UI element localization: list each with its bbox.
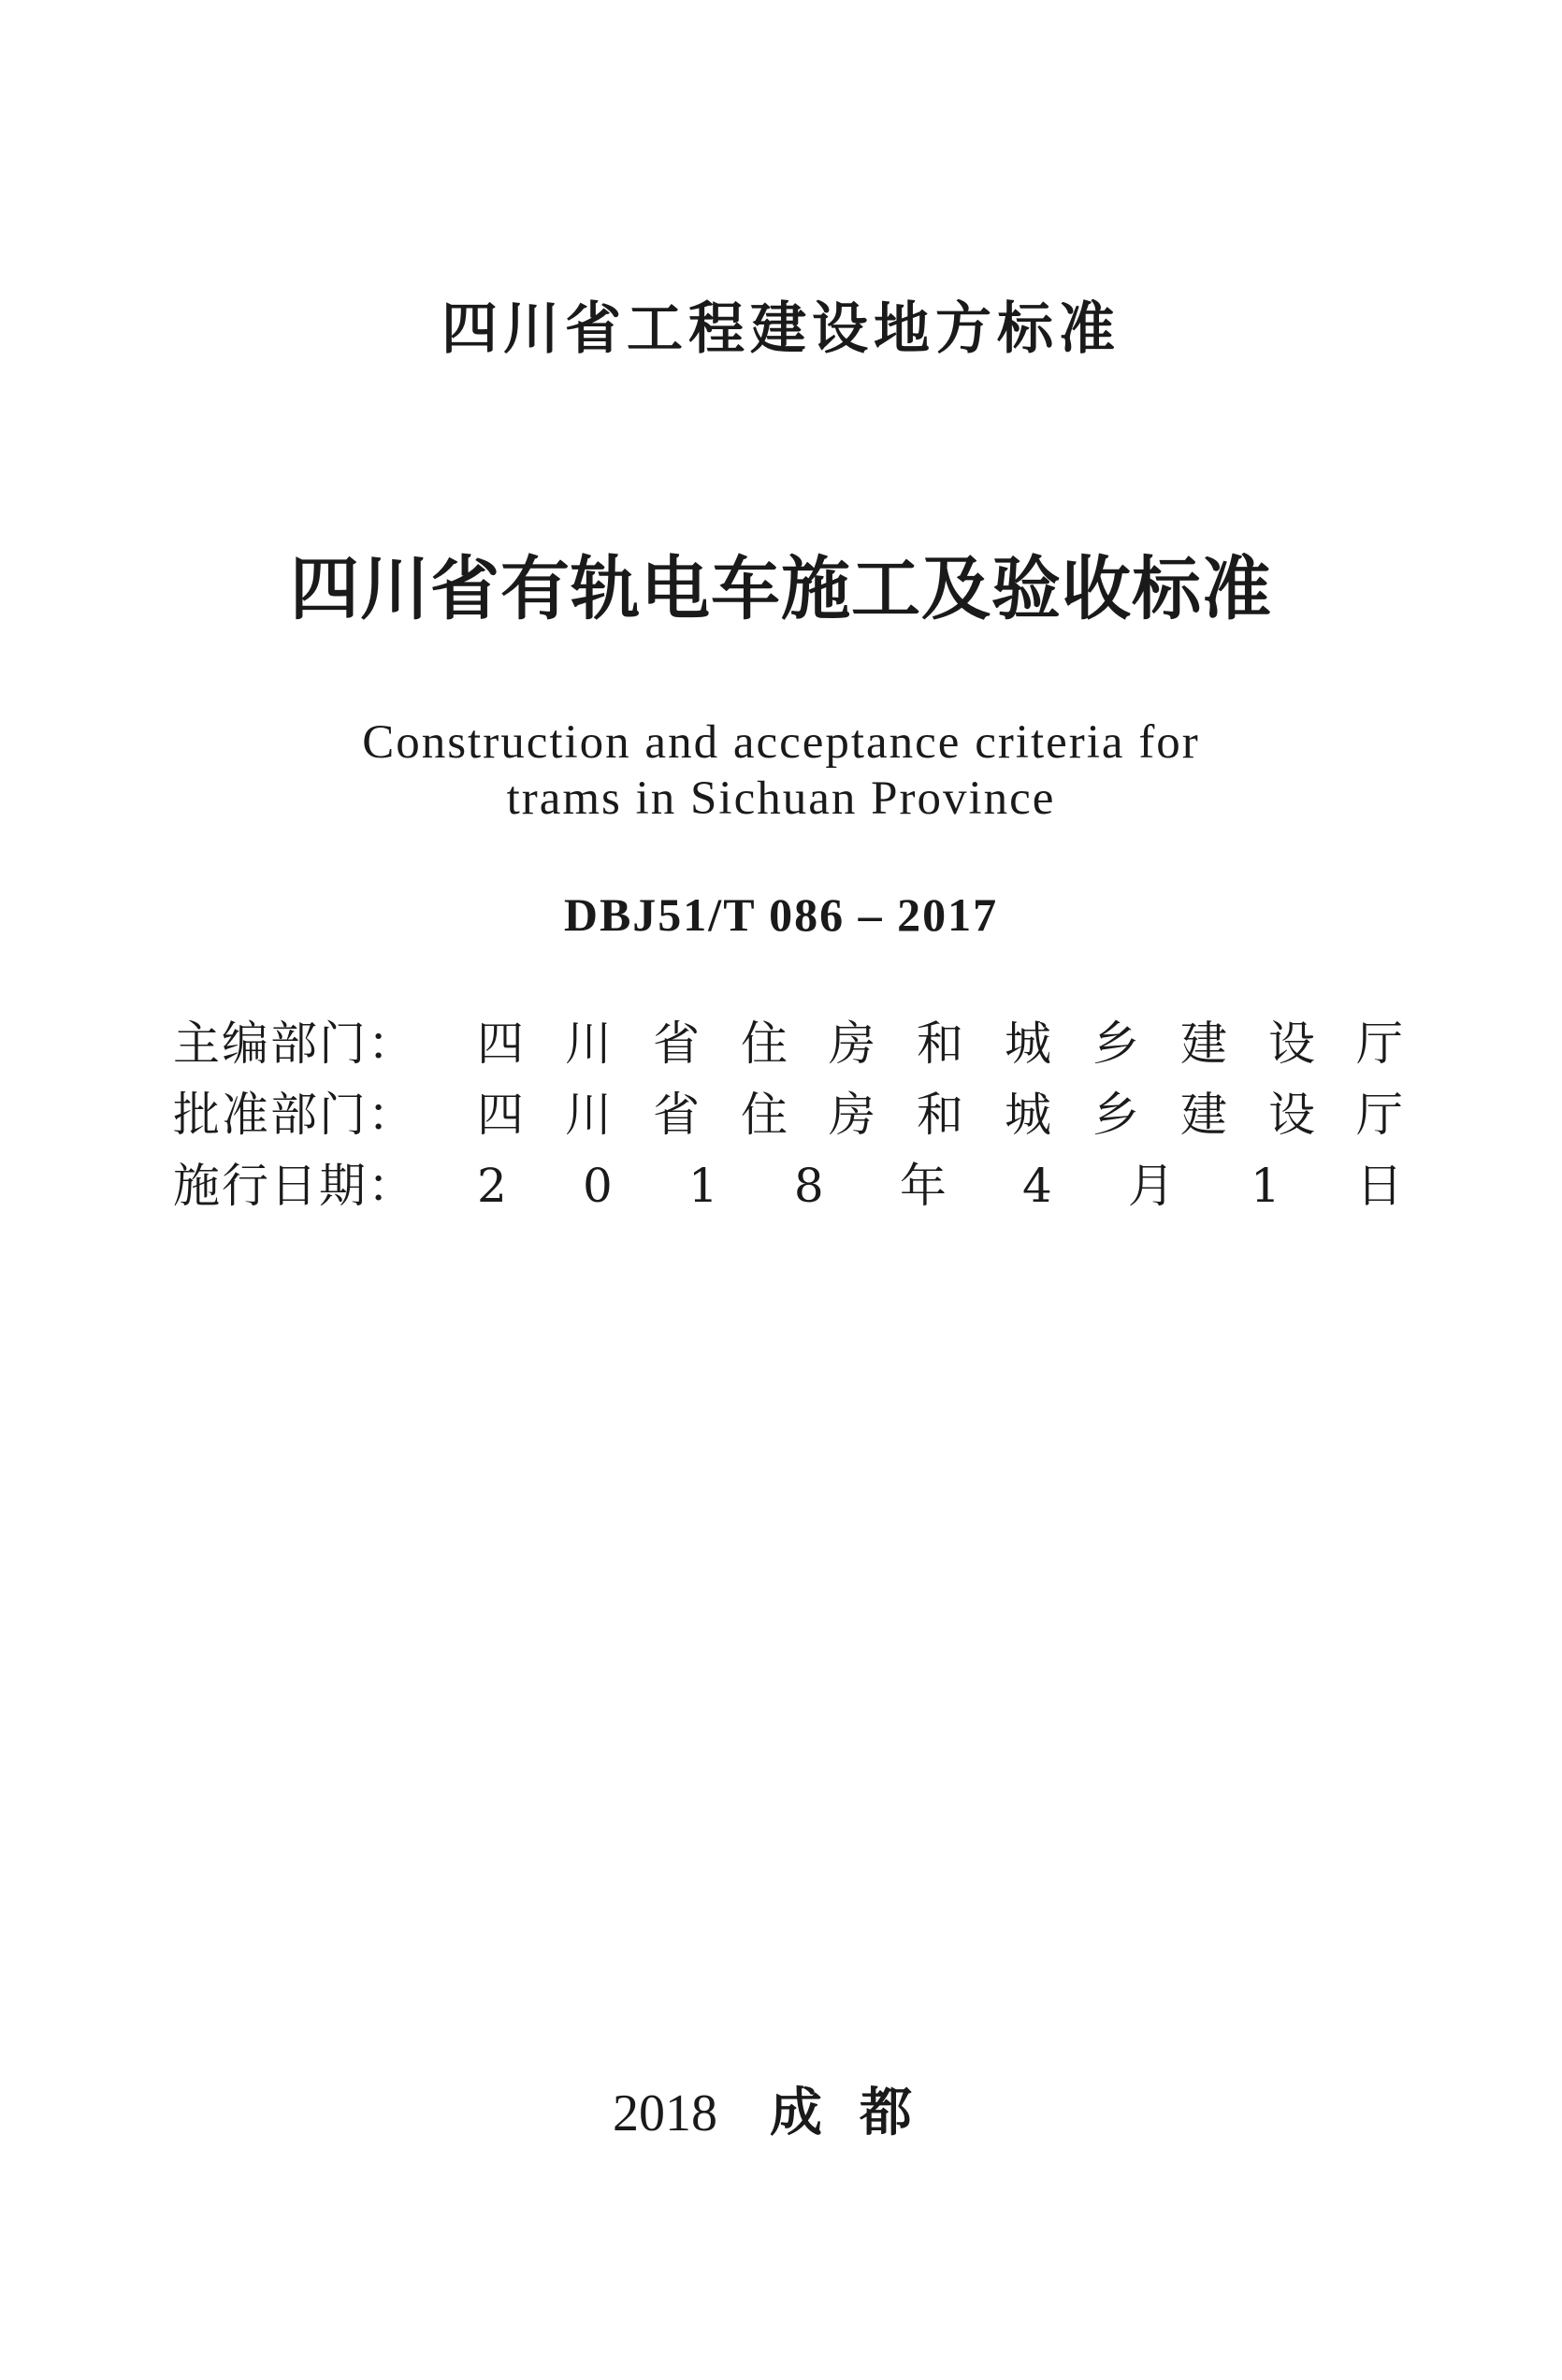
value-char: 设 <box>1268 1088 1315 1142</box>
value-char: 住 <box>741 1088 788 1142</box>
date-char: 1 <box>1251 1159 1280 1213</box>
value-char: 和 <box>917 1088 963 1142</box>
date-char: 日 <box>1356 1159 1403 1213</box>
date-char: 0 <box>582 1159 613 1213</box>
approver-department-row <box>173 1079 1403 1150</box>
value-char: 城 <box>1005 1017 1051 1071</box>
value-char: 乡 <box>1092 1088 1139 1142</box>
value-char: 和 <box>917 1017 963 1071</box>
value-char: 四 <box>477 1017 524 1071</box>
value-char: 城 <box>1005 1088 1051 1142</box>
editor-department-label: 主编部门： <box>173 1017 416 1071</box>
effective-date-row <box>173 1150 1403 1221</box>
value-char: 房 <box>829 1088 875 1142</box>
effective-date-value <box>477 1150 1403 1221</box>
value-char: 省 <box>653 1017 700 1071</box>
date-char: 1 <box>687 1159 718 1213</box>
imprint-place: 成都 <box>770 2083 949 2143</box>
editor-department-value <box>477 1008 1403 1079</box>
value-char: 厅 <box>1356 1088 1403 1142</box>
value-char: 四 <box>477 1088 524 1142</box>
english-title-line-1: Construction and acceptance criteria for <box>362 716 1200 769</box>
date-char: 月 <box>1127 1159 1175 1213</box>
imprint <box>0 2078 1562 2149</box>
english-title-line-2: trams in Sichuan Province <box>506 772 1056 825</box>
date-char: 4 <box>1021 1159 1052 1213</box>
date-char: 年 <box>899 1159 947 1213</box>
value-char: 建 <box>1180 1088 1227 1142</box>
value-char: 房 <box>829 1017 875 1071</box>
value-char: 乡 <box>1092 1017 1139 1071</box>
document-title: 四川省有轨电车施工及验收标准 <box>290 549 1272 629</box>
value-char: 建 <box>1180 1017 1227 1071</box>
date-char: 8 <box>793 1159 824 1213</box>
date-char: 2 <box>477 1159 507 1213</box>
editor-department-row <box>173 1008 1403 1079</box>
value-char: 设 <box>1268 1017 1315 1071</box>
value-char: 省 <box>653 1088 700 1142</box>
imprint-year: 2018 <box>613 2084 717 2142</box>
value-char: 厅 <box>1356 1017 1403 1071</box>
effective-date-label: 施行日期： <box>173 1159 416 1213</box>
approver-department-value <box>477 1079 1403 1150</box>
standard-code: DBJ51/T 086 – 2017 <box>563 888 999 941</box>
value-char: 住 <box>741 1017 788 1071</box>
series-title: 四川省工程建设地方标准 <box>441 296 1121 362</box>
value-char: 川 <box>565 1017 612 1071</box>
approver-department-label: 批准部门： <box>173 1088 416 1142</box>
value-char: 川 <box>565 1088 612 1142</box>
